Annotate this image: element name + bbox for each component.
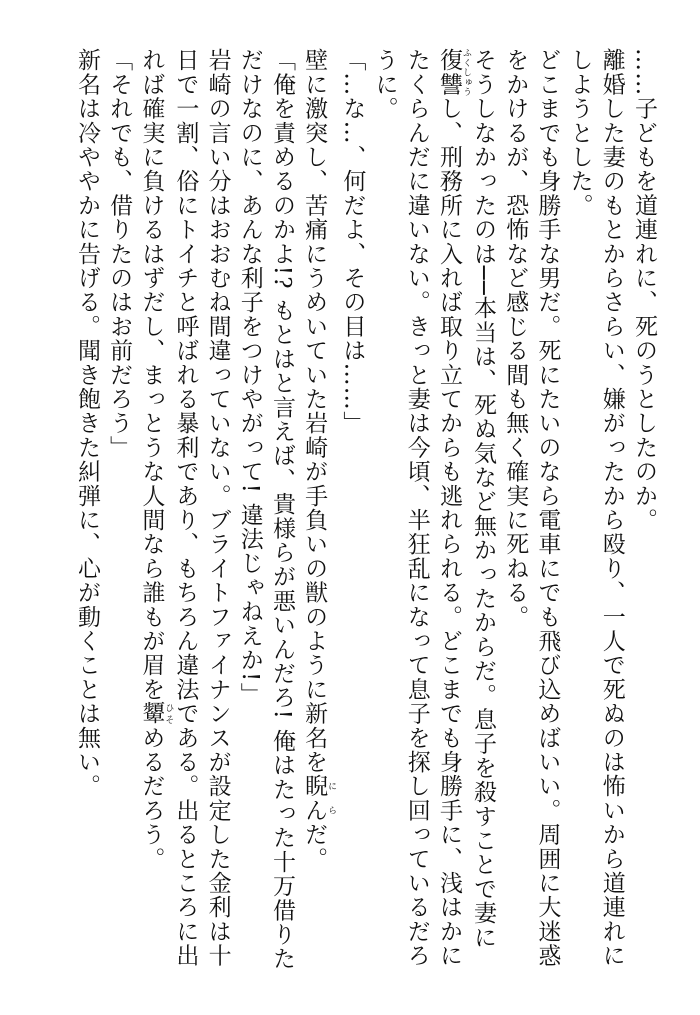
text-line-1: ……子どもを道連れに、死のうとしたのか。 [631,48,657,532]
ruby-nira-reading: にら [326,774,337,823]
text-line-3: どこまでも身勝手な男だ。死にたいのなら電車にでも飛び込めばいい。周囲に大迷惑をかけるが、恐怖など感じる間も無く確実に死ねる。 [502,48,561,968]
ruby-hiso [138,701,174,726]
text-line-4-part-1: そうしなかったのは──本当は、死ぬ気など無かったからだ。息子を殺すことで妻に [469,48,496,950]
text-line-10: 新名は冷ややかに告げる。聞き飽きた糾弾に、心が動くことは無い。 [73,48,100,799]
ruby-nira-base: 睨ん [301,774,328,823]
ruby-fukushuu-base: 復讐 [435,48,462,97]
ruby-hiso-base: 顰 [138,701,165,726]
text-line-6 [298,48,336,973]
text-line-5: 「…な…、何だよ、その目は……」 [339,48,366,436]
ruby-fukushuu-reading: ふくしゅう [460,48,471,97]
text-line-8 [135,48,233,973]
text-line-4 [368,48,499,973]
ruby-fukushuu [435,48,471,97]
text-line-9: 「それでも、借りたのはお前だろう」 [106,48,133,460]
text-line-2: 離婚した妻のもとからさらい、嫌がったから殴り、一人で死ぬのは怖いから道連れにしようとした。 [566,48,625,968]
ruby-hiso-reading: ひそ [163,701,174,726]
text-line-6-part-2: だ。 [301,822,328,871]
text-line-7: 「俺を責めるのかよ!? もとはと言えば、貴様らが悪いんだろ! 俺はたった十万借りただけなのに、あんな利子をつけやがって! 違法じゃねえか!」 [236,48,295,971]
text-line-6-part-1: 壁に激突し、苦痛にうめいていた岩崎が手負いの獣のように新名を [301,48,328,774]
vertical-body-text [71,48,660,973]
text-line-8-part-1: 岩崎の言い分はおおむね間違っていない。ブライトファイナンスが設定した金利は十日で一割、俗にトイチと呼ばれる暴利であり、もちろん違法である。出るところに出れば確実に負けるはずだし、まっとうな人間なら誰もが眉を [138,48,231,968]
text-line-8-part-2: めるだろう。 [138,725,165,871]
text-line-4-part-2: し、刑務所に入れば取り立てからも逃れられる。どこまでも身勝手に、浅はかにたくらんだに違いない。きっと妻は今頃、半狂乱になって息子を探し回っているだろうに。 [371,48,462,968]
ruby-nira [301,774,337,823]
